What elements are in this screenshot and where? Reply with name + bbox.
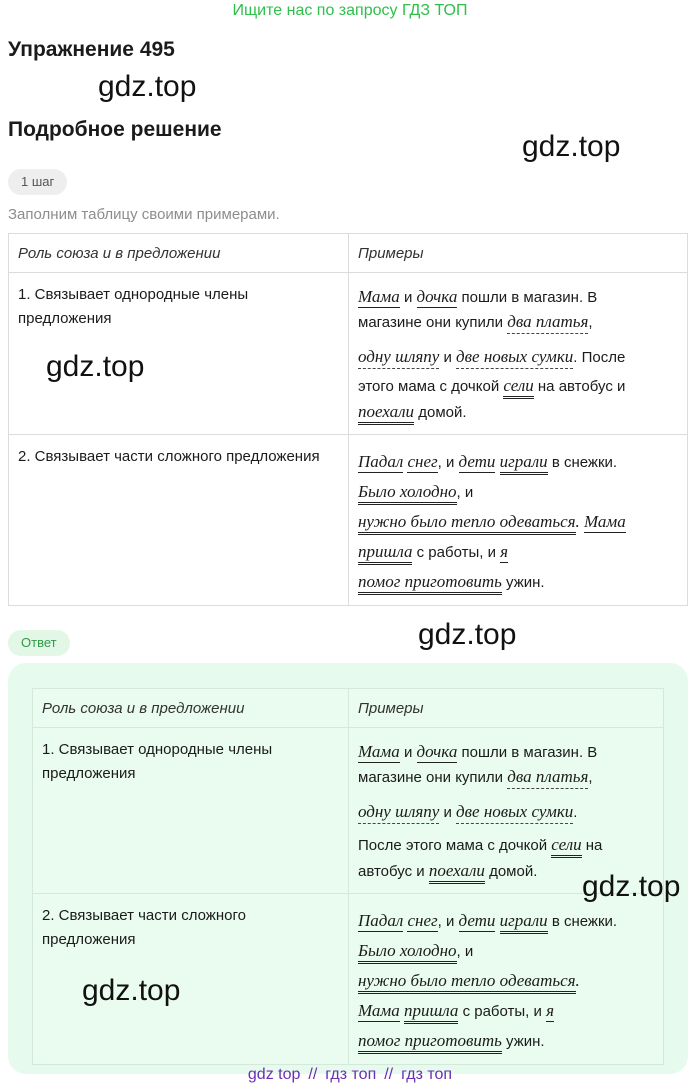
solution-heading: Подробное решение — [8, 118, 222, 141]
exercise-title: Упражнение 495 — [8, 38, 175, 61]
table-row — [33, 728, 664, 894]
examples-cell: Мама и дочка пошли в магазин. В магазине они купили два платья, одну шляпу и две новых сумки. После этого мама с дочкой сели на автобус и поехали домой. — [349, 728, 664, 894]
watermark: gdz.top — [98, 70, 197, 103]
examples-cell: Падал снег, и дети играли в снежки. Было холодно, и нужно было тепло одеваться. Мама пришла с работы, и я помог приготовить ужин. — [349, 894, 664, 1065]
examples-cell: Мама и дочка пошли в магазин. В магазине они купили два платья, одну шляпу и две новых сумки. После этого мама с дочкой сели на автобус и поехали домой. — [349, 273, 688, 435]
word-object: два платья — [507, 767, 588, 789]
watermark: gdz.top — [82, 974, 181, 1007]
watermark: gdz.top — [418, 618, 517, 651]
word-predicate: сели — [503, 376, 533, 399]
word-subject: дочка — [416, 742, 458, 761]
role-cell: 2. Связывает части сложного предложения — [9, 435, 349, 606]
word-subject: Падал — [358, 911, 404, 930]
footer-links — [0, 1066, 700, 1084]
word-subject: дети — [458, 452, 496, 471]
watermark: gdz.top — [582, 870, 681, 903]
word-predicate: сели — [551, 835, 581, 858]
word-predicate: поехали — [358, 402, 414, 425]
word-object: два платья — [507, 312, 588, 334]
footer-link[interactable]: гдз топ — [325, 1066, 377, 1083]
word-subject: снег — [407, 911, 438, 930]
role-cell: 1. Связывает однородные члены предложения — [33, 728, 349, 894]
word-predicate: пришла — [404, 1001, 458, 1024]
role-cell: 1. Связывает однородные члены предложения — [9, 273, 349, 435]
column-header-role: Роль союза и в предложении — [9, 234, 349, 273]
word-subject: Мама — [358, 287, 400, 306]
word-subject: Мама — [358, 742, 400, 761]
word-predicate: играли — [500, 911, 548, 934]
word-subject: дочка — [416, 287, 458, 306]
footer-link[interactable]: гдз топ — [401, 1066, 453, 1083]
word-object: одну шляпу — [358, 347, 439, 369]
column-header-role: Роль союза и в предложении — [33, 689, 349, 728]
word-predicate: нужно было тепло одеваться — [358, 971, 576, 994]
word-predicate: поехали — [429, 861, 485, 884]
footer-link[interactable]: gdz top — [247, 1066, 301, 1083]
word-subject: я — [500, 542, 509, 561]
table-header-row — [33, 689, 664, 728]
answer-table — [32, 688, 664, 1065]
table-header-row — [9, 234, 688, 273]
step-badge: 1 шаг — [8, 169, 67, 195]
examples-cell: Падал снег, и дети играли в снежки. Было холодно, и нужно было тепло одеваться. Мама пришла с работы, и я помог приготовить ужин. — [349, 435, 688, 606]
role-cell: 2. Связывает части сложного предложения — [33, 894, 349, 1065]
column-header-examples: Примеры — [349, 234, 688, 273]
word-subject: я — [546, 1001, 554, 1020]
footer-separator: // — [384, 1066, 394, 1083]
word-object: две новых сумки — [456, 802, 573, 824]
watermark: gdz.top — [46, 350, 145, 383]
word-object: две новых сумки — [456, 347, 573, 369]
word-subject: Мама — [358, 1001, 400, 1020]
footer-separator: // — [308, 1066, 318, 1083]
word-predicate: пришла — [358, 542, 412, 565]
word-subject: снег — [407, 452, 438, 471]
search-banner: Ищите нас по запросу ГДЗ ТОП — [232, 2, 468, 19]
watermark: gdz.top — [522, 130, 621, 163]
word-predicate: Было холодно — [358, 941, 457, 964]
word-predicate: Было холодно — [358, 482, 457, 505]
word-predicate: помог приготовить — [358, 572, 502, 595]
answer-badge: Ответ — [8, 630, 70, 656]
column-header-examples: Примеры — [349, 689, 664, 728]
word-predicate: помог приготовить — [358, 1031, 502, 1054]
word-subject: дети — [458, 911, 496, 930]
word-predicate: играли — [500, 452, 548, 475]
word-object: одну шляпу — [358, 802, 439, 824]
word-subject: Падал — [358, 452, 404, 471]
word-subject: Мама — [583, 512, 626, 531]
word-predicate: нужно было тепло одеваться — [358, 512, 576, 535]
intro-text: Заполним таблицу своими примерами. — [8, 206, 280, 223]
solution-table — [8, 233, 688, 606]
table-row — [9, 435, 688, 606]
